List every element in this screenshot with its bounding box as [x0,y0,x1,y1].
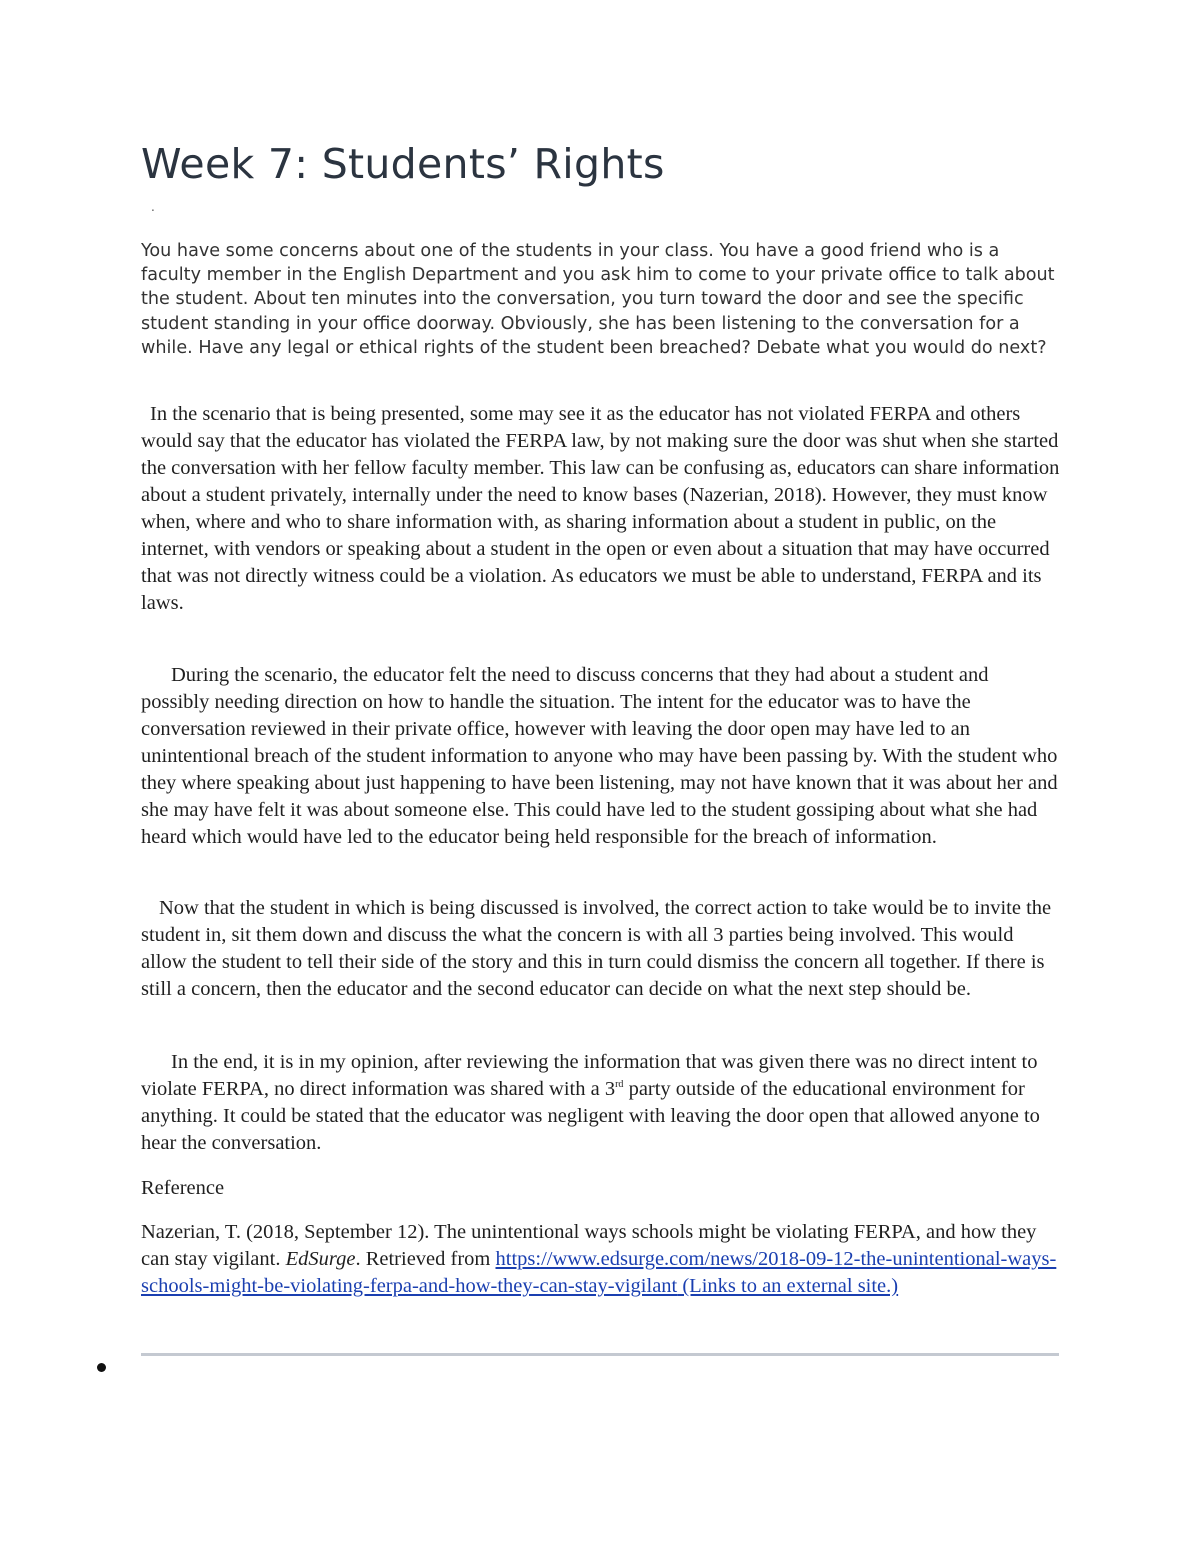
paragraph-3: Now that the student in which is being discussed is involved, the correct action to take would be to invite the student in, sit them down and discuss the what the concern is with all 3 parties being involved. This would allow the student to tell their side of the story and this in turn could dismiss the concern all together. If there is still a concern, then the educator and the second educator can decide on what the next step should be. [141,897,1052,1000]
discussion-prompt: You have some concerns about one of the students in your class. You have a good friend who is a faculty member in the English Department and you ask him to come to your private office to talk about the student. About ten minutes into the conversation, you turn toward the door and see the specific student standing in your office doorway. Obviously, she has been listening to the conversation for a while. Have any legal or ethical rights of the student been breached? Debate what you would do next? [141,241,1055,358]
reference-link[interactable]: https://www.edsurge.com/news/2018-09-12-the-unintentional-ways-schools-might-be-violating-ferpa-and-how-they-can-stay-vigilant [141,1248,1057,1297]
paragraph-2: During the scenario, the educator felt the need to discuss concerns that they had about a student and possibly needing direction on how to handle the situation. The intent for the educator was to have the conversation reviewed in their private office, however with leaving the door open may have led to an unintentional breach of the student information to anyone who may have been passing by. With the student who they where speaking about just happening to have been listening, may not have known that it was about her and she may have felt it was about someone else. This could have led to the student gossiping about what she had heard which would have led to the educator being held responsible for the breach of information. [141,664,1058,848]
paragraph-4-text-a: In the end, it is in my opinion, after reviewing the information that was given there was no direct intent to violate FERPA, no direct information was shared with a 3 [141,1051,1038,1100]
paragraph-1: In the scenario that is being presented, some may see it as the educator has not violated FERPA and others would say that the educator has violated the FERPA law, by not making sure the door was shut when she started the conversation with her fellow faculty member. This law can be confusing as, educators can share information about a student privately, internally under the need to know bases (Nazerian, 2018). However, they must know when, where and who to share information with, as sharing information about a student in public, on the internet, with vendors or speaking about a student in the open or even about a situation that may have occurred that was not directly witness could be a violation. As educators we must be able to understand, FERPA and its laws. [141,403,1060,614]
reference-text-a: Nazerian, T. (2018, September 12). The unintentional ways schools might be violating FERPA, and how they can stay vigilant. [141,1221,1037,1270]
reference-text-b: . Retrieved from [355,1248,496,1270]
external-link-note[interactable]: (Links to an external site.) [677,1275,899,1297]
reference-entry [141,1219,1061,1300]
journal-title: EdSurge [285,1248,356,1270]
horizontal-divider [141,1353,1059,1356]
paragraph-4 [141,1049,1061,1157]
bullet-icon [97,1363,106,1372]
reference-heading: Reference [141,1177,225,1199]
ordinal-superscript: rd [615,1079,624,1091]
page-title: Week 7: Students’ Rights [141,140,665,188]
stray-dot: . [151,200,155,214]
paragraph-4-text-b: party outside of the educational environment for anything. It could be stated that the educator was negligent with leaving the door open that allowed anyone to hear the conversation. [141,1078,1040,1154]
